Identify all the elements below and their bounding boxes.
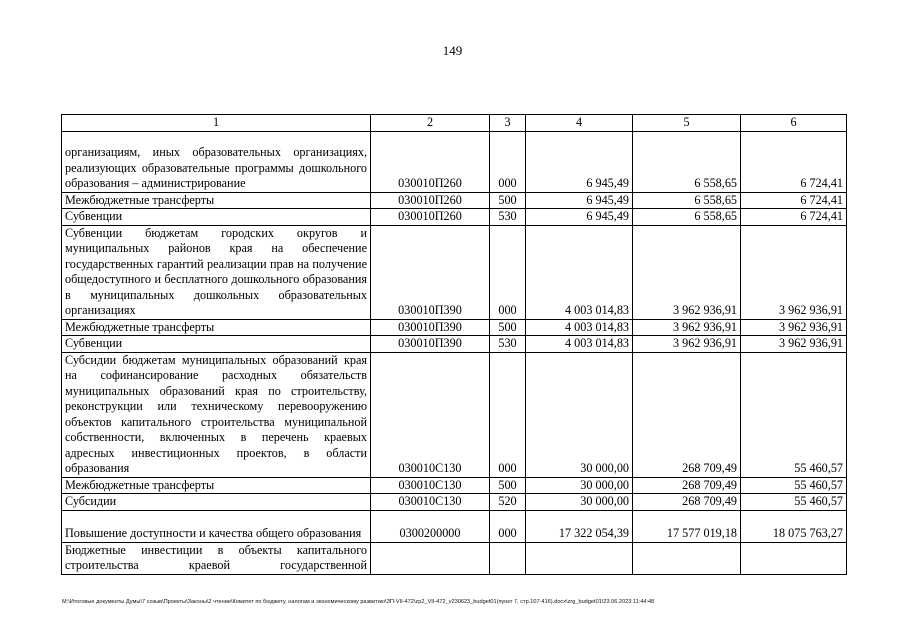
row-value-2: 6 558,65 [633,131,741,192]
row-name: Межбюджетные трансферты [62,192,371,209]
row-value-1 [526,542,633,574]
row-value-2: 17 577 019,18 [633,510,741,542]
row-kind: 000 [490,352,526,477]
row-value-3 [741,542,847,574]
row-value-3: 6 724,41 [741,209,847,226]
row-code: 030010С130 [371,494,490,511]
row-code: 030010П260 [371,209,490,226]
table-row [62,494,847,511]
row-name: Субсидии [62,494,371,511]
table-row [62,336,847,353]
row-kind: 000 [490,225,526,319]
row-code: 030010П390 [371,319,490,336]
row-value-1: 6 945,49 [526,209,633,226]
budget-table [61,114,847,575]
row-value-1: 4 003 014,83 [526,225,633,319]
row-value-2: 3 962 936,91 [633,225,741,319]
row-name: организациям, иных образовательных организациях, реализующих образовательные программы дошкольного образования – администрирование [62,131,371,192]
row-value-1: 30 000,00 [526,352,633,477]
row-code [371,542,490,574]
row-name: Субвенции [62,209,371,226]
row-name: Бюджетные инвестиции в объекты капитального строительства краевой государственной [62,542,371,574]
header-col-6: 6 [741,115,847,132]
row-value-2: 268 709,49 [633,494,741,511]
row-kind: 000 [490,131,526,192]
table-row [62,319,847,336]
row-value-2 [633,542,741,574]
row-value-3: 6 724,41 [741,192,847,209]
row-kind: 500 [490,477,526,494]
row-kind: 500 [490,319,526,336]
row-kind: 530 [490,209,526,226]
row-code: 030010С130 [371,352,490,477]
row-value-1: 30 000,00 [526,477,633,494]
row-name: Субвенции [62,336,371,353]
row-value-3: 3 962 936,91 [741,336,847,353]
table-row [62,225,847,319]
row-value-2: 3 962 936,91 [633,336,741,353]
row-value-3: 55 460,57 [741,352,847,477]
row-value-1: 4 003 014,83 [526,336,633,353]
row-value-3: 3 962 936,91 [741,225,847,319]
row-name: Субсидии бюджетам муниципальных образований края на софинансирование расходных обязательств муниципальных образований края по строительству, реконструкции или техническому перевооружению объектов капитального строительства муниципальной собственности, включенных в перечень краевых адресных инвестиционных проектов, в области образования [62,352,371,477]
row-value-2: 268 709,49 [633,477,741,494]
table-row [62,510,847,542]
table-row [62,352,847,477]
row-code: 0300200000 [371,510,490,542]
row-kind [490,542,526,574]
row-name: Субвенции бюджетам городских округов и муниципальных районов края на обеспечение государственных гарантий реализации прав на получение общедоступного и бесплатного дошкольного образования в муниципальных дошкольных образовательных организациях [62,225,371,319]
table-row [62,192,847,209]
table-row [62,542,847,574]
header-col-4: 4 [526,115,633,132]
row-code: 030010П390 [371,336,490,353]
row-value-3: 6 724,41 [741,131,847,192]
row-value-2: 6 558,65 [633,192,741,209]
row-value-1: 6 945,49 [526,192,633,209]
header-col-1: 1 [62,115,371,132]
header-col-2: 2 [371,115,490,132]
header-row [62,115,847,132]
row-value-1: 17 322 054,39 [526,510,633,542]
row-value-1: 4 003 014,83 [526,319,633,336]
row-value-3: 3 962 936,91 [741,319,847,336]
row-value-3: 18 075 763,27 [741,510,847,542]
table-row [62,477,847,494]
page-number: 149 [442,43,463,58]
row-value-2: 268 709,49 [633,352,741,477]
row-code: 030010П390 [371,225,490,319]
row-kind: 520 [490,494,526,511]
row-kind: 530 [490,336,526,353]
row-value-3: 55 460,57 [741,494,847,511]
row-name: Межбюджетные трансферты [62,477,371,494]
row-kind: 500 [490,192,526,209]
row-name: Межбюджетные трансферты [62,319,371,336]
row-value-2: 3 962 936,91 [633,319,741,336]
row-code: 030010П260 [371,131,490,192]
header-col-3: 3 [490,115,526,132]
table-row [62,209,847,226]
row-code: 030010С130 [371,477,490,494]
row-value-3: 55 460,57 [741,477,847,494]
row-name: Повышение доступности и качества общего образования [62,510,371,542]
row-kind: 000 [490,510,526,542]
row-value-2: 6 558,65 [633,209,741,226]
header-col-5: 5 [633,115,741,132]
row-value-1: 30 000,00 [526,494,633,511]
row-value-1: 6 945,49 [526,131,633,192]
document-path-footer: M:\Итоговые документы Думы\7 созыв\Проекты\Законы\2 чтение\Комитет по бюджету, налогам и экономическому развитию\ЗП-VII-472\zp2_VII-472_v230623_budget01(пункт 7, стр.107-416).docx\zrg_budget01\23.06.2023 11:44:48 [62,599,655,605]
table-row [62,131,847,192]
row-code: 030010П260 [371,192,490,209]
